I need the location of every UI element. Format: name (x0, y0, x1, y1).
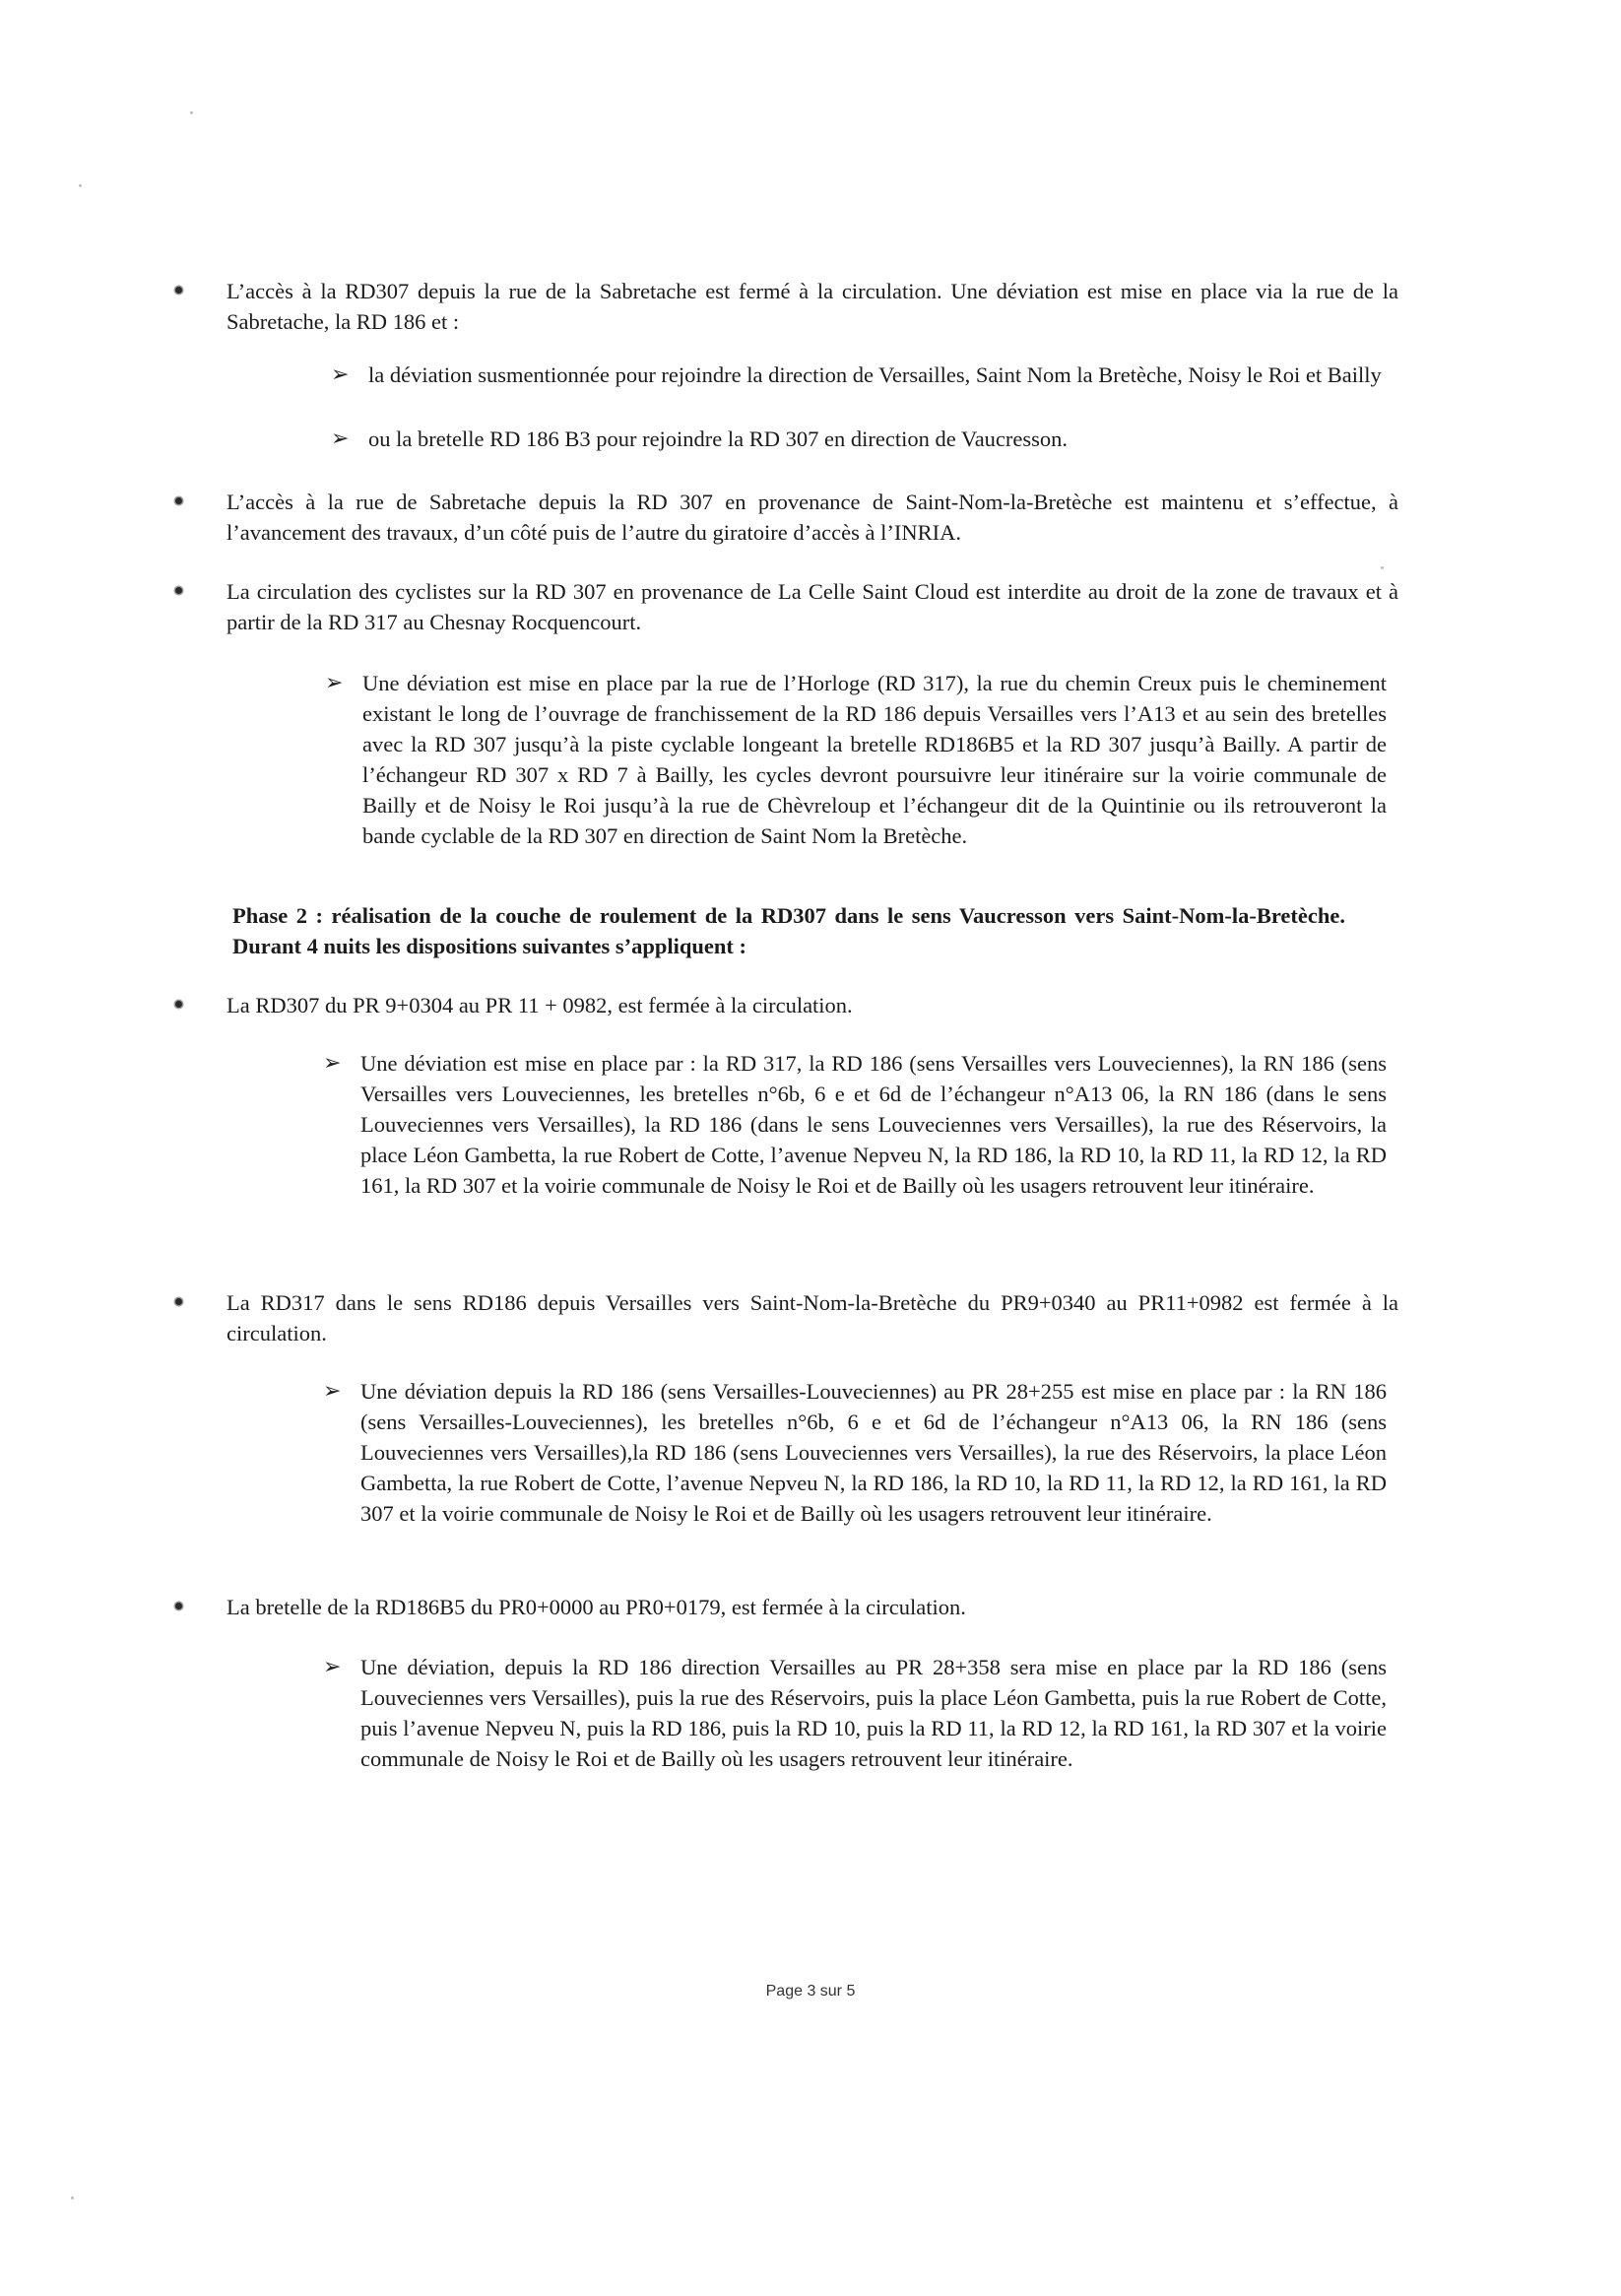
bullet-dot-icon (175, 1603, 182, 1609)
sub-item-text: Une déviation, depuis la RD 186 direction Versailles au PR 28+358 sera mise en place par la RD 186 (sens Louveciennes vers Versailles), puis la rue des Réservoirs, puis la place Léon Gambetta, puis la rue Robert de Cotte, puis l’avenue Nepveu N, puis la RD 186, puis la RD 10, puis la RD 11, la RD 12, la RD 161, la RD 307 et la voirie communale de Noisy le Roi et de Bailly où les usagers retrouvent leur itinéraire. (360, 1655, 1387, 1771)
scan-speck (71, 2197, 74, 2199)
sub-list-item (331, 360, 1383, 390)
phase-heading: Phase 2 : réalisation de la couche de roulement de la RD307 dans le sens Vaucresson vers Saint-Nom-la-Bretèche. Durant 4 nuits les dispositions suivantes s’appliquent : (232, 903, 1345, 958)
arrowhead-bullet-icon: ➢ (325, 671, 344, 695)
arrowhead-bullet-icon: ➢ (323, 1655, 342, 1679)
bullet-dot-icon (175, 1001, 182, 1008)
sub-list-item (323, 1376, 1387, 1529)
scan-speck (79, 184, 82, 187)
sub-list-item (323, 1048, 1387, 1201)
arrowhead-bullet-icon: ➢ (323, 1379, 342, 1404)
list-item-text: La RD307 du PR 9+0304 au PR 11 + 0982, est fermée à la circulation. (227, 993, 853, 1017)
list-item (227, 276, 1398, 337)
arrowhead-bullet-icon: ➢ (323, 1051, 342, 1076)
scan-speck (1381, 566, 1384, 569)
list-item (227, 487, 1398, 548)
bullet-dot-icon (175, 1298, 182, 1305)
bullet-dot-icon (175, 287, 182, 294)
scan-speck (190, 111, 193, 114)
list-item-text: La bretelle de la RD186B5 du PR0+0000 au PR0+0179, est fermée à la circulation. (227, 1595, 966, 1619)
sub-list-item (323, 1652, 1387, 1774)
arrowhead-bullet-icon: ➢ (331, 426, 350, 451)
sub-item-text: la déviation susmentionnée pour rejoindre la direction de Versailles, Saint Nom la Bretèche, Noisy le Roi et Bailly (368, 362, 1382, 387)
sub-item-text: Une déviation est mise en place par la rue de l’Horloge (RD 317), la rue du chemin Creux puis le cheminement existant le long de l’ouvrage de franchissement de la RD 186 depuis Versailles vers l’A13 et au sein des bretelles avec la RD 307 jusqu’à la piste cyclable longeant la bretelle RD186B5 et la RD 307 jusqu’à Bailly. A partir de l’échangeur RD 307 x RD 7 à Bailly, les cycles devront poursuivre leur itinéraire sur la voirie communale de Bailly et de Noisy le Roi jusqu’à la rue de Chèvreloup et l’échangeur dit de la Quintinie ou ils retrouveront la bande cyclable de la RD 307 en direction de Saint Nom la Bretèche. (362, 671, 1387, 848)
list-item-text: La RD317 dans le sens RD186 depuis Versailles vers Saint-Nom-la-Bretèche du PR9+0340 au PR11+0982 est fermée à la circulation. (227, 1290, 1398, 1345)
sub-list-item (331, 424, 1383, 454)
list-item-text: L’accès à la rue de Sabretache depuis la RD 307 en provenance de Saint-Nom-la-Bretèche est maintenu et s’effectue, à l’avancement des travaux, d’un côté puis de l’autre du giratoire d’accès à l’INRIA. (227, 490, 1398, 545)
arrowhead-bullet-icon: ➢ (331, 362, 350, 387)
bullet-dot-icon (175, 587, 182, 594)
list-item (227, 1592, 1398, 1622)
sub-item-text: ou la bretelle RD 186 B3 pour rejoindre la RD 307 en direction de Vaucresson. (368, 426, 1069, 451)
list-item (227, 990, 1398, 1020)
list-item-text: La circulation des cyclistes sur la RD 307 en provenance de La Celle Saint Cloud est interdite au droit de la zone de travaux et à partir de la RD 317 au Chesnay Rocquencourt. (227, 579, 1398, 634)
sub-item-text: Une déviation depuis la RD 186 (sens Versailles-Louveciennes) au PR 28+255 est mise en place par : la RN 186 (sens Versailles-Louveciennes), les bretelles n°6b, 6 e et 6d de l’échangeur n°A13 06, la RN 186 (sens Louveciennes vers Versailles),la RD 186 (sens Louveciennes vers Versailles), la rue des Réservoirs, la place Léon Gambetta, la rue Robert de Cotte, l’avenue Nepveu N, la RD 186, la RD 10, la RD 11, la RD 12, la RD 161, la RD 307 et la voirie communale de Noisy le Roi et de Bailly où les usagers retrouvent leur itinéraire. (360, 1379, 1387, 1526)
list-item-text: L’accès à la RD307 depuis la rue de la Sabretache est fermé à la circulation. Une déviation est mise en place via la rue de la Sabretache, la RD 186 et : (227, 279, 1398, 334)
list-item (227, 1287, 1398, 1348)
list-item (227, 576, 1398, 637)
sub-item-text: Une déviation est mise en place par : la RD 317, la RD 186 (sens Versailles vers Louveciennes), la RN 186 (sens Versailles vers Louveciennes, les bretelles n°6b, 6 e et 6d de l’échangeur n°A13 06, la RN 186 (dans le sens Louveciennes vers Versailles), la RD 186 (dans le sens Louveciennes vers Versailles), la rue des Réservoirs, la place Léon Gambetta, la rue Robert de Cotte, l’avenue Nepveu N, la RD 186, la RD 10, la RD 11, la RD 12, la RD 161, la RD 307 et la voirie communale de Noisy le Roi et de Bailly où les usagers retrouvent leur itinéraire. (360, 1051, 1387, 1198)
page-number: Page 3 sur 5 (765, 1983, 856, 2000)
bullet-dot-icon (175, 497, 182, 504)
sub-list-item (325, 668, 1387, 851)
